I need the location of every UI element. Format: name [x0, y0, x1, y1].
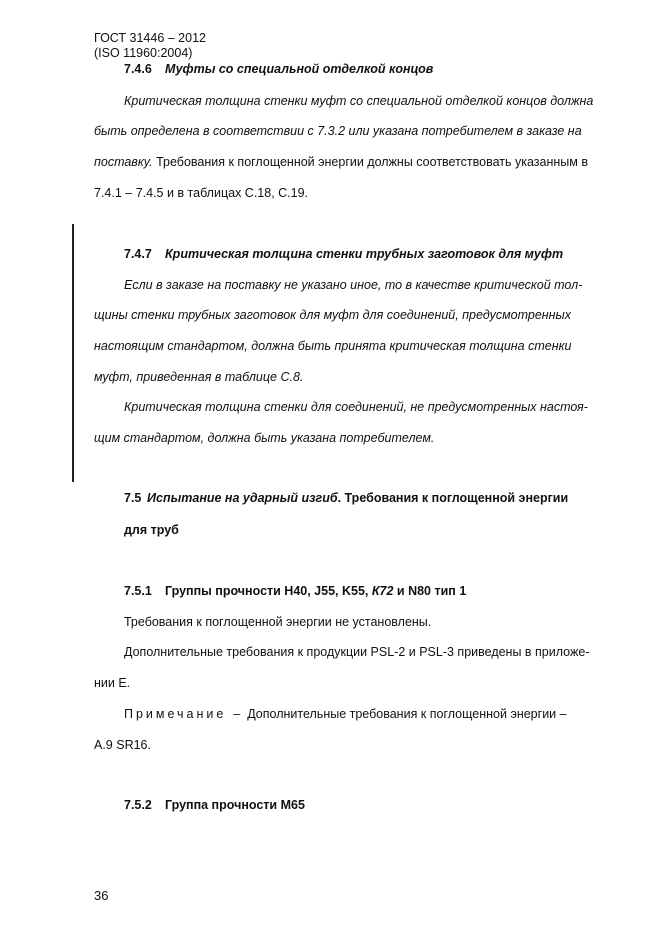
section-number: 7.4.6 — [124, 62, 152, 76]
section-title: Муфты со специальной отделкой концов — [165, 62, 434, 76]
iso-reference: (ISO 11960:2004) — [94, 46, 193, 60]
section-title-continuation: для труб — [124, 523, 179, 537]
section-7-5-1-heading — [124, 584, 466, 599]
section-number: 7.4.7 — [124, 247, 152, 261]
section-title-part-italic: К72 — [371, 584, 394, 598]
section-7-5-heading — [124, 491, 568, 506]
section-number: 7.5 — [124, 491, 142, 505]
note-dash: – — [226, 707, 248, 721]
paragraph-line: щины стенки трубных заготовок для муфт для соединений, предусмотренных — [94, 308, 571, 322]
note-line: A.9 SR16. — [94, 738, 151, 752]
section-7-5-2-heading — [124, 798, 305, 813]
section-title: Критическая толщина стенки трубных заготовок для муфт — [165, 247, 564, 261]
paragraph-line: Критическая толщина стенки для соединений, не предусмотренных настоя- — [124, 400, 588, 414]
paragraph-line: нии Е. — [94, 676, 131, 690]
paragraph-line: настоящим стандартом, должна быть принята критическая толщина стенки — [94, 339, 572, 353]
section-number: 7.5.1 — [124, 584, 152, 598]
note-line — [124, 707, 567, 722]
section-title-rest: . Требования к поглощенной энергии — [337, 491, 569, 505]
section-title-italic: Испытание на ударный изгиб — [147, 491, 338, 505]
paragraph-line: Требования к поглощенной энергии не установлены. — [124, 615, 432, 629]
section-title: Группа прочности М65 — [165, 798, 305, 812]
paragraph-line: щим стандартом, должна быть указана потребителем. — [94, 431, 435, 445]
paragraph-line: муфт, приведенная в таблице С.8. — [94, 370, 304, 384]
note-label: Примечание — [124, 707, 227, 721]
paragraph-line: 7.4.1 – 7.4.5 и в таблицах С.18, С.19. — [94, 186, 309, 200]
section-title-part: Группы прочности Н40, J55, K55, — [165, 584, 372, 598]
paragraph-line — [94, 155, 588, 170]
paragraph-line: Критическая толщина стенки муфт со специальной отделкой концов должна — [124, 94, 594, 108]
section-7-4-6-heading — [124, 62, 433, 77]
text-fragment: Требования к поглощенной энергии должны соответствовать указанным в — [152, 155, 588, 169]
note-text: Дополнительные требования к поглощенной энергии – — [247, 707, 567, 721]
section-7-4-7-heading — [124, 247, 563, 262]
paragraph-line: быть определена в соответствии с 7.3.2 или указана потребителем в заказе на — [94, 124, 582, 138]
revision-bar — [72, 224, 74, 482]
paragraph-line: Если в заказе на поставку не указано иное, то в качестве критической тол- — [124, 278, 583, 292]
section-title-part: и N80 тип 1 — [393, 584, 467, 598]
section-number: 7.5.2 — [124, 798, 152, 812]
italic-fragment: поставку. — [94, 155, 153, 169]
document-code: ГОСТ 31446 – 2012 — [94, 31, 206, 45]
paragraph-line: Дополнительные требования к продукции PSL-2 и PSL-3 приведены в приложе- — [124, 645, 590, 659]
page-number: 36 — [94, 888, 109, 903]
